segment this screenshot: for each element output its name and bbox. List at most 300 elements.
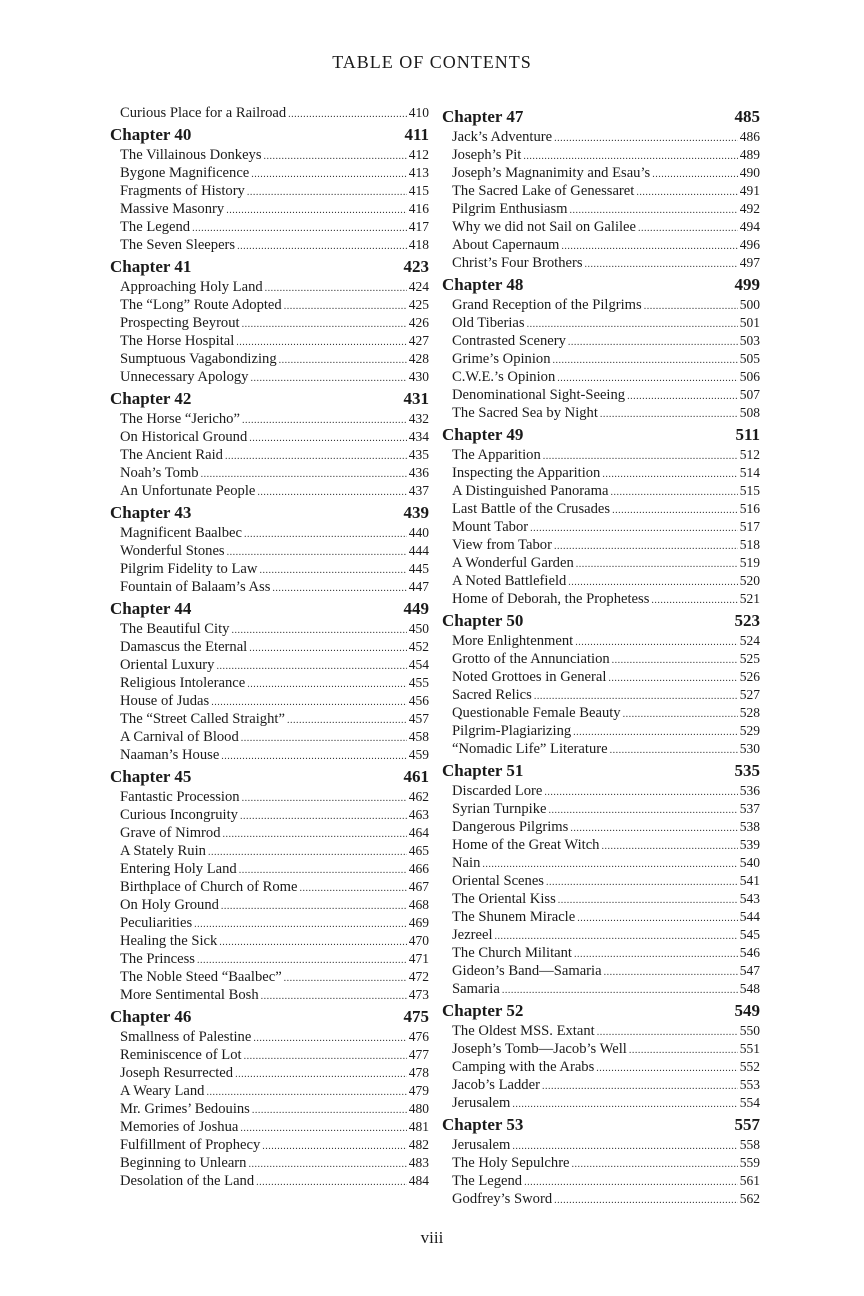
toc-entry	[110, 1154, 429, 1172]
entry-title: Syrian Turnpike	[452, 801, 547, 817]
toc-entry	[110, 1100, 429, 1118]
dot-leader	[544, 784, 737, 802]
entry-title: Sacred Relics	[452, 687, 532, 703]
dot-leader	[248, 1156, 406, 1174]
dot-leader	[241, 730, 407, 748]
entry-page-number: 424	[408, 279, 429, 294]
entry-title: Grime’s Opinion	[452, 351, 551, 367]
chapter-heading	[110, 256, 429, 278]
entry-page-number: 473	[408, 987, 429, 1002]
entry-page-number: 444	[408, 543, 429, 558]
toc-entry	[110, 542, 429, 560]
dot-leader	[284, 970, 407, 988]
toc-entry	[442, 800, 760, 818]
dot-leader	[585, 256, 738, 274]
entry-page-number: 501	[739, 315, 760, 330]
chapter-title: Chapter 48	[442, 275, 524, 294]
entry-title: Magnificent Baalbec	[120, 525, 242, 541]
dot-leader	[219, 934, 406, 952]
entry-title: The Horse Hospital	[120, 333, 235, 349]
entry-title: A Wonderful Garden	[452, 555, 574, 571]
chapter-page-number: 485	[734, 107, 760, 126]
toc-entry	[442, 254, 760, 272]
entry-page-number: 527	[739, 687, 760, 702]
entry-title: Jerusalem	[452, 1095, 511, 1111]
entry-title: “Nomadic Life” Literature	[452, 741, 608, 757]
toc-entry	[442, 368, 760, 386]
toc-entry	[442, 836, 760, 854]
dot-leader	[287, 712, 407, 730]
entry-page-number: 519	[739, 555, 760, 570]
toc-entry	[110, 1136, 429, 1154]
page-number: viii	[420, 1228, 444, 1247]
entry-page-number: 481	[408, 1119, 429, 1134]
entry-title: Fragments of History	[120, 183, 245, 199]
dot-leader	[265, 280, 407, 298]
entry-title: A Weary Land	[120, 1083, 205, 1099]
entry-title: Fantastic Procession	[120, 789, 240, 805]
dot-leader	[553, 352, 738, 370]
entry-title: The Shunem Miracle	[452, 909, 576, 925]
entry-page-number: 494	[739, 219, 760, 234]
toc-entry	[442, 446, 760, 464]
toc-entry	[110, 446, 429, 464]
toc-entry	[442, 590, 760, 608]
dot-leader	[231, 622, 406, 640]
entry-title: Reminiscence of Lot	[120, 1047, 242, 1063]
chapter-title: Chapter 52	[442, 1001, 524, 1020]
toc-entry	[110, 842, 429, 860]
toc-entry	[442, 890, 760, 908]
entry-page-number: 507	[739, 387, 760, 402]
toc-entry	[442, 332, 760, 350]
chapter-page-number: 449	[403, 599, 429, 618]
entry-title: Mount Tabor	[452, 519, 529, 535]
toc-entry	[110, 278, 429, 296]
entry-page-number: 524	[739, 633, 760, 648]
dot-leader	[284, 298, 407, 316]
dot-leader	[623, 706, 738, 724]
entry-page-number: 505	[739, 351, 760, 366]
dot-leader	[612, 502, 738, 520]
entry-title: Jerusalem	[452, 1137, 511, 1153]
entry-title: The Church Militant	[452, 945, 572, 961]
entry-title: Godfrey’s Sword	[452, 1191, 553, 1207]
dot-leader	[249, 430, 406, 448]
chapter-title: Chapter 49	[442, 425, 524, 444]
toc-entry	[110, 1172, 429, 1190]
entry-title: Grand Reception of the Pilgrims	[452, 297, 642, 313]
entry-page-number: 530	[739, 741, 760, 756]
toc-entry	[442, 536, 760, 554]
entry-page-number: 484	[408, 1173, 429, 1188]
entry-page-number: 489	[739, 147, 760, 162]
chapter-heading	[110, 124, 429, 146]
entry-title: An Unfortunate People	[120, 483, 256, 499]
entry-page-number: 468	[408, 897, 429, 912]
toc-entry	[442, 1094, 760, 1112]
toc-entry	[442, 818, 760, 836]
entry-title: Oriental Scenes	[452, 873, 544, 889]
entry-title: Prospecting Beyrout	[120, 315, 240, 331]
entry-title: Entering Holy Land	[120, 861, 237, 877]
entry-page-number: 508	[739, 405, 760, 420]
toc-entry	[110, 788, 429, 806]
toc-entry	[442, 200, 760, 218]
dot-leader	[602, 466, 737, 484]
toc-entry	[442, 1076, 760, 1094]
entry-title: The Sacred Lake of Genessaret	[452, 183, 635, 199]
entry-page-number: 537	[739, 801, 760, 816]
toc-entry	[110, 620, 429, 638]
entry-page-number: 445	[408, 561, 429, 576]
entry-page-number: 477	[408, 1047, 429, 1062]
entry-page-number: 528	[739, 705, 760, 720]
entry-title: The Oldest MSS. Extant	[452, 1023, 595, 1039]
toc-entry	[110, 914, 429, 932]
entry-page-number: 525	[739, 651, 760, 666]
entry-title: Old Tiberias	[452, 315, 525, 331]
dot-leader	[512, 1096, 737, 1114]
chapter-page-number: 499	[734, 275, 760, 294]
toc-entry	[110, 746, 429, 764]
entry-page-number: 410	[408, 105, 429, 120]
entry-page-number: 465	[408, 843, 429, 858]
entry-page-number: 561	[739, 1173, 760, 1188]
toc-entry	[110, 1064, 429, 1082]
entry-title: A Stately Ruin	[120, 843, 206, 859]
entry-page-number: 512	[739, 447, 760, 462]
entry-page-number: 539	[739, 837, 760, 852]
entry-page-number: 436	[408, 465, 429, 480]
toc-entry	[110, 1118, 429, 1136]
entry-title: The Beautiful City	[120, 621, 230, 637]
chapter-heading	[442, 106, 760, 128]
entry-title: Joseph’s Pit	[452, 147, 522, 163]
entry-page-number: 467	[408, 879, 429, 894]
entry-page-number: 517	[739, 519, 760, 534]
toc-entry	[442, 650, 760, 668]
toc-entry	[110, 1082, 429, 1100]
chapter-page-number: 431	[403, 389, 429, 408]
toc-entry	[110, 236, 429, 254]
entry-page-number: 425	[408, 297, 429, 312]
dot-leader	[610, 742, 738, 760]
entry-page-number: 558	[739, 1137, 760, 1152]
toc-entry	[442, 1190, 760, 1208]
chapter-page-number: 461	[403, 767, 429, 786]
entry-title: Contrasted Scenery	[452, 333, 566, 349]
dot-leader	[257, 484, 406, 502]
entry-page-number: 456	[408, 693, 429, 708]
toc-entry	[442, 1022, 760, 1040]
entry-title: Camping with the Arabs	[452, 1059, 595, 1075]
entry-page-number: 536	[739, 783, 760, 798]
entry-title: Unnecessary Apology	[120, 369, 249, 385]
toc-entry	[110, 350, 429, 368]
entry-title: The Holy Sepulchre	[452, 1155, 570, 1171]
entry-title: Approaching Holy Land	[120, 279, 263, 295]
dot-leader	[242, 790, 407, 808]
dot-leader	[652, 166, 738, 184]
chapter-title: Chapter 51	[442, 761, 524, 780]
toc-entry	[110, 200, 429, 218]
entry-page-number: 546	[739, 945, 760, 960]
dot-leader	[300, 880, 407, 898]
toc-entry	[442, 128, 760, 146]
dot-leader	[596, 1060, 737, 1078]
entry-title: The Sacred Sea by Night	[452, 405, 598, 421]
entry-title: On Holy Ground	[120, 897, 219, 913]
entry-page-number: 553	[739, 1077, 760, 1092]
dot-leader	[242, 316, 407, 334]
dot-leader	[247, 676, 407, 694]
chapter-title: Chapter 43	[110, 503, 192, 522]
chapter-heading	[442, 274, 760, 296]
entry-page-number: 464	[408, 825, 429, 840]
entry-page-number: 430	[408, 369, 429, 384]
entry-title: Jezreel	[452, 927, 493, 943]
dot-leader	[244, 1048, 407, 1066]
toc-entry	[442, 1136, 760, 1154]
chapter-heading	[110, 388, 429, 410]
chapter-title: Chapter 40	[110, 125, 192, 144]
entry-title: Pilgrim Fidelity to Law	[120, 561, 258, 577]
entry-title: C.W.E.’s Opinion	[452, 369, 556, 385]
entry-title: The Legend	[452, 1173, 523, 1189]
entry-page-number: 551	[739, 1041, 760, 1056]
entry-page-number: 506	[739, 369, 760, 384]
toc-entry	[110, 950, 429, 968]
entry-page-number: 478	[408, 1065, 429, 1080]
toc-entry	[442, 182, 760, 200]
dot-leader	[644, 298, 738, 316]
entry-title: Damascus the Eternal	[120, 639, 248, 655]
chapter-heading	[442, 760, 760, 782]
toc-entry	[442, 314, 760, 332]
toc-entry	[110, 968, 429, 986]
entry-page-number: 427	[408, 333, 429, 348]
chapter-page-number: 523	[734, 611, 760, 630]
entry-title: Mr. Grimes’ Bedouins	[120, 1101, 250, 1117]
toc-entry	[110, 314, 429, 332]
entry-title: The Seven Sleepers	[120, 237, 236, 253]
entry-page-number: 413	[408, 165, 429, 180]
entry-page-number: 559	[739, 1155, 760, 1170]
dot-leader	[259, 562, 406, 580]
entry-title: Beginning to Unlearn	[120, 1155, 247, 1171]
entry-page-number: 538	[739, 819, 760, 834]
entry-title: Bygone Magnificence	[120, 165, 250, 181]
dot-leader	[502, 982, 738, 1000]
entry-page-number: 450	[408, 621, 429, 636]
dot-leader	[601, 838, 737, 856]
dot-leader	[561, 238, 737, 256]
dot-leader	[240, 1120, 406, 1138]
toc-entry	[442, 908, 760, 926]
entry-title: Oriental Luxury	[120, 657, 215, 673]
dot-leader	[636, 184, 737, 202]
toc-entry	[442, 464, 760, 482]
entry-title: Birthplace of Church of Rome	[120, 879, 298, 895]
entry-page-number: 479	[408, 1083, 429, 1098]
toc-entry	[110, 104, 429, 122]
chapter-heading	[110, 766, 429, 788]
entry-title: Discarded Lore	[452, 783, 543, 799]
dot-leader	[568, 334, 738, 352]
entry-page-number: 447	[408, 579, 429, 594]
entry-title: Massive Masonry	[120, 201, 225, 217]
entry-title: Noah’s Tomb	[120, 465, 199, 481]
entry-title: The Legend	[120, 219, 191, 235]
dot-leader	[252, 1102, 407, 1120]
chapter-title: Chapter 42	[110, 389, 192, 408]
chapter-page-number: 549	[734, 1001, 760, 1020]
dot-leader	[253, 1030, 406, 1048]
toc-entry	[442, 722, 760, 740]
entry-page-number: 548	[739, 981, 760, 996]
chapter-heading	[442, 610, 760, 632]
chapter-page-number: 511	[735, 425, 760, 444]
entry-title: Grotto of the Annunciation	[452, 651, 610, 667]
toc-entry	[110, 638, 429, 656]
entry-title: Joseph’s Tomb—Jacob’s Well	[452, 1041, 627, 1057]
toc-entry	[442, 632, 760, 650]
entry-title: Home of the Great Witch	[452, 837, 600, 853]
entry-page-number: 452	[408, 639, 429, 654]
entry-page-number: 541	[739, 873, 760, 888]
entry-page-number: 417	[408, 219, 429, 234]
dot-leader	[576, 556, 738, 574]
entry-page-number: 500	[739, 297, 760, 312]
entry-page-number: 515	[739, 483, 760, 498]
entry-title: Fulfillment of Prophecy	[120, 1137, 261, 1153]
entry-page-number: 491	[739, 183, 760, 198]
dot-leader	[244, 526, 407, 544]
entry-title: A Carnival of Blood	[120, 729, 239, 745]
entry-page-number: 545	[739, 927, 760, 942]
entry-page-number: 428	[408, 351, 429, 366]
toc-entry	[442, 704, 760, 722]
entry-page-number: 492	[739, 201, 760, 216]
toc-entry	[110, 896, 429, 914]
entry-page-number: 463	[408, 807, 429, 822]
dot-leader	[627, 388, 738, 406]
dot-leader	[249, 640, 407, 658]
entry-page-number: 454	[408, 657, 429, 672]
entry-title: View from Tabor	[452, 537, 552, 553]
dot-leader	[638, 220, 738, 238]
entry-page-number: 412	[408, 147, 429, 162]
entry-title: The Horse “Jericho”	[120, 411, 240, 427]
entry-page-number: 483	[408, 1155, 429, 1170]
toc-entry	[110, 656, 429, 674]
entry-title: Christ’s Four Brothers	[452, 255, 583, 271]
entry-page-number: 529	[739, 723, 760, 738]
toc-entry	[110, 728, 429, 746]
entry-page-number: 476	[408, 1029, 429, 1044]
chapter-heading	[110, 502, 429, 524]
entry-title: The Princess	[120, 951, 195, 967]
dot-leader	[651, 592, 737, 610]
toc-entry	[442, 944, 760, 962]
entry-page-number: 550	[739, 1023, 760, 1038]
entry-title: About Capernaum	[452, 237, 560, 253]
toc-column-right	[442, 104, 760, 1208]
dot-leader	[256, 1174, 407, 1192]
entry-page-number: 416	[408, 201, 429, 216]
toc-entry	[110, 710, 429, 728]
chapter-title: Chapter 44	[110, 599, 192, 618]
toc-entry	[110, 806, 429, 824]
toc-entry	[442, 572, 760, 590]
dot-leader	[221, 898, 407, 916]
entry-title: The Villainous Donkeys	[120, 147, 262, 163]
entry-title: The “Street Called Straight”	[120, 711, 285, 727]
toc-entry	[442, 1154, 760, 1172]
toc-entry	[442, 686, 760, 704]
entry-title: More Sentimental Bosh	[120, 987, 259, 1003]
chapter-heading	[110, 598, 429, 620]
entry-page-number: 514	[739, 465, 760, 480]
entry-title: Wonderful Stones	[120, 543, 225, 559]
entry-title: The Apparition	[452, 447, 541, 463]
entry-page-number: 521	[739, 591, 760, 606]
toc-entry	[110, 560, 429, 578]
entry-title: Denominational Sight-Seeing	[452, 387, 626, 403]
dot-leader	[604, 964, 738, 982]
toc-entry	[442, 926, 760, 944]
toc-entry	[110, 1046, 429, 1064]
chapter-page-number: 439	[403, 503, 429, 522]
entry-title: Peculiarities	[120, 915, 193, 931]
entry-page-number: 459	[408, 747, 429, 762]
toc-entry	[110, 674, 429, 692]
toc-entry	[442, 980, 760, 998]
entry-page-number: 470	[408, 933, 429, 948]
entry-title: Desolation of the Land	[120, 1173, 255, 1189]
dot-leader	[272, 580, 406, 598]
entry-page-number: 547	[739, 963, 760, 978]
entry-title: Sumptuous Vagabondizing	[120, 351, 277, 367]
entry-page-number: 418	[408, 237, 429, 252]
toc-entry	[110, 878, 429, 896]
toc-entry	[442, 782, 760, 800]
chapter-heading	[442, 1114, 760, 1136]
dot-leader	[251, 166, 406, 184]
dot-leader	[242, 412, 407, 430]
toc-entry	[442, 1040, 760, 1058]
entry-page-number: 469	[408, 915, 429, 930]
entry-title: Noted Grottoes in General	[452, 669, 607, 685]
toc-entry	[110, 164, 429, 182]
dot-leader	[554, 538, 738, 556]
chapter-heading	[110, 1006, 429, 1028]
entry-page-number: 496	[739, 237, 760, 252]
toc-entry	[442, 1172, 760, 1190]
dot-leader	[208, 844, 407, 862]
toc-entry	[110, 524, 429, 542]
entry-title: A Distinguished Panorama	[452, 483, 609, 499]
dot-leader	[530, 520, 738, 538]
entry-title: Smallness of Palestine	[120, 1029, 252, 1045]
entry-title: House of Judas	[120, 693, 210, 709]
entry-title: Healing the Sick	[120, 933, 218, 949]
chapter-heading	[442, 424, 760, 446]
toc-entry	[442, 404, 760, 422]
entry-page-number: 434	[408, 429, 429, 444]
dot-leader	[225, 448, 407, 466]
